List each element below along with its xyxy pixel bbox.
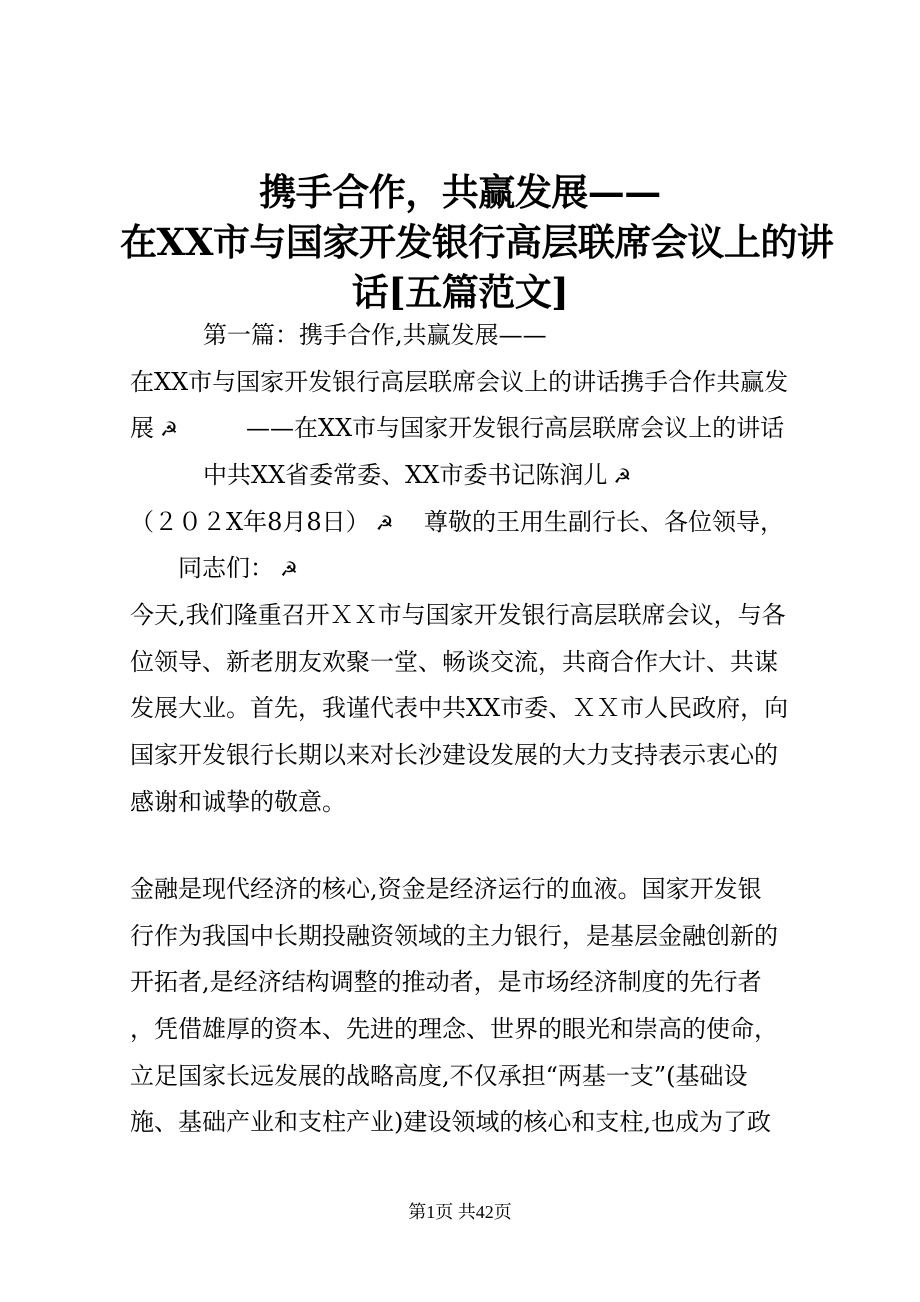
paragraph-line: 行作为我国中长期投融资领域的主力银行，是基层金融创新的 <box>130 922 778 950</box>
page-footer: 第1页 共42页 <box>408 1202 512 1222</box>
section-heading: 第一篇：携手合作,共赢发展—— <box>203 321 547 349</box>
paragraph-line: 施、基础产业和支柱产业)建设领域的核心和支柱,也成为了政 <box>130 1108 771 1136</box>
paragraph-mark-icon: ☭ <box>280 557 298 581</box>
salutation-line <box>178 553 298 584</box>
document-title-line-1: 携手合作，共赢发展—— <box>259 170 661 214</box>
paragraph-line: 国家开发银行长期以来对长沙建设发展的大力支持表示衷心的 <box>130 741 778 769</box>
paragraph-line: 金融是现代经济的核心,资金是经济运行的血液。国家开发银 <box>130 875 762 903</box>
date-line <box>130 507 394 538</box>
paragraph-line: 感谢和诚挚的敬意。 <box>130 788 346 816</box>
paragraph-line: ，凭借雄厚的资本、先进的理念、世界的眼光和崇高的使命， <box>130 1015 778 1043</box>
speaker-line <box>203 460 631 491</box>
paragraph-mark-icon: ☭ <box>375 511 394 535</box>
document-title-line-2: 在XX市与国家开发银行高层联席会议上的讲 <box>120 220 834 264</box>
salutation: 尊敬的王用生副行长、各位领导， <box>424 508 784 536</box>
document-title-line-3: 话[五篇范文] <box>351 270 569 314</box>
speech-subtitle: ——在XX市与国家开发银行高层联席会议上的讲话 <box>246 414 785 442</box>
paragraph-line: 立足国家长远发展的战略高度,不仅承担“两基一支”(基础设 <box>130 1062 748 1090</box>
speech-date: （２０２X年8月8日） <box>130 508 370 536</box>
paragraph-line: 开拓者,是经济结构调整的推动者，是市场经济制度的先行者 <box>130 968 762 996</box>
speaker-name: 中共XX省委常委、XX市委书记陈润儿 <box>203 461 608 489</box>
paragraph-line: 位领导、新老朋友欢聚一堂、畅谈交流，共商合作大计、共谋 <box>130 648 778 676</box>
paragraph-mark-icon: ☭ <box>160 417 178 441</box>
intro-text: 展 <box>130 414 154 442</box>
intro-line: 在XX市与国家开发银行高层联席会议上的讲话携手合作共赢发 <box>130 368 789 396</box>
intro-line <box>130 413 178 444</box>
salutation-comrades: 同志们： <box>178 554 274 582</box>
paragraph-line: 今天,我们隆重召开ＸＸ市与国家开发银行高层联席会议，与各 <box>130 601 786 629</box>
paragraph-mark-icon: ☭ <box>613 464 632 488</box>
paragraph-line: 发展大业。首先，我谨代表中共XX市委、ＸＸ市人民政府，向 <box>130 694 789 722</box>
